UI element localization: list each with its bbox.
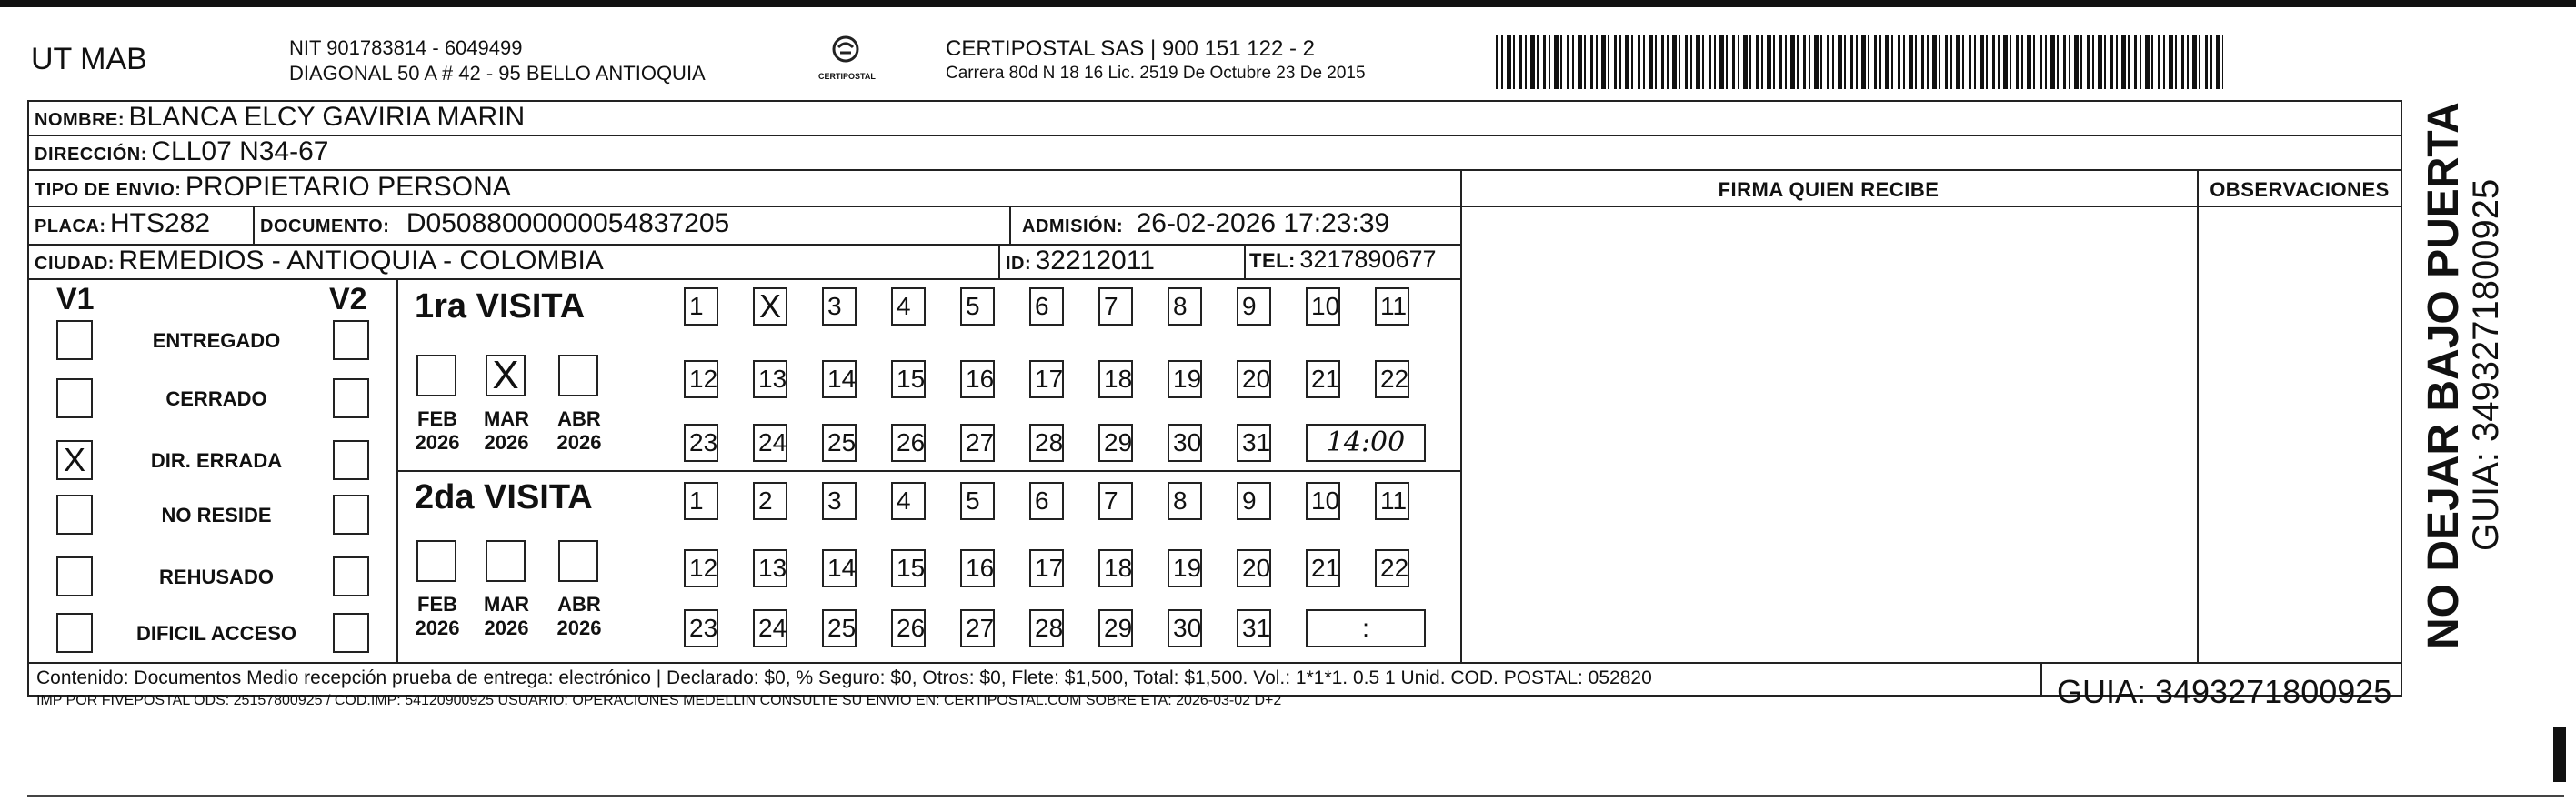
day-checkbox[interactable]: 26 <box>891 424 926 462</box>
tel-cell <box>1249 246 1437 274</box>
nombre-row <box>35 102 525 133</box>
v2-checkbox[interactable] <box>333 613 369 653</box>
row-divider <box>27 662 2402 664</box>
placa-value: HTS282 <box>110 208 211 238</box>
day-checkbox[interactable]: 13 <box>753 549 787 587</box>
v2-header: V2 <box>329 282 367 316</box>
placa-label: PLACA: <box>35 216 106 236</box>
day-checkbox[interactable]: 13 <box>753 360 787 398</box>
day-checkbox[interactable]: 11 <box>1375 482 1409 520</box>
month-year: 2026 <box>556 431 602 454</box>
day-checkbox[interactable]: 18 <box>1098 549 1133 587</box>
ciudad-label: CIUDAD: <box>35 254 115 274</box>
day-checkbox[interactable]: 28 <box>1029 609 1064 647</box>
day-checkbox[interactable]: 14 <box>822 360 857 398</box>
day-checkbox[interactable]: X <box>753 287 787 326</box>
tel-value: 3217890677 <box>1299 246 1437 273</box>
day-checkbox[interactable]: 6 <box>1029 482 1064 520</box>
day-checkbox[interactable]: 26 <box>891 609 926 647</box>
day-checkbox[interactable]: 27 <box>960 424 995 462</box>
cell-divider <box>998 244 1000 278</box>
day-checkbox[interactable]: 24 <box>753 609 787 647</box>
day-checkbox[interactable]: 25 <box>822 609 857 647</box>
no-dejar-warning: NO DEJAR BAJO PUERTA <box>2420 102 2468 649</box>
month-label <box>406 593 469 640</box>
reason-label: NO RESIDE <box>161 504 272 526</box>
day-checkbox[interactable]: 15 <box>891 549 926 587</box>
day-checkbox[interactable]: 2 <box>753 482 787 520</box>
cell-divider <box>253 206 255 244</box>
first-visit-title: 1ra VISITA <box>415 287 586 326</box>
day-checkbox[interactable]: 1 <box>684 287 718 326</box>
month-year: 2026 <box>415 431 460 454</box>
reason-label: ENTREGADO <box>152 329 281 352</box>
v1-checkbox[interactable] <box>56 613 93 653</box>
observaciones-header: OBSERVACIONES <box>2210 178 2390 201</box>
footer-divider <box>2040 662 2042 697</box>
footer-line-1: Contenido: Documentos Medio recepción prueba de entrega: electrónico | Declarado: $0, % Seguro: $0, Otros: $0, Flete: $1,500, Total: $1,500. Vol.: 1*1*1. 0.5 1 Unid. COD. POSTAL: 052820 <box>36 667 1652 688</box>
day-checkbox[interactable]: 8 <box>1168 482 1202 520</box>
day-checkbox[interactable]: 6 <box>1029 287 1064 326</box>
day-checkbox[interactable]: 17 <box>1029 360 1064 398</box>
day-checkbox[interactable]: 8 <box>1168 287 1202 326</box>
company-address: DIAGONAL 50 A # 42 - 95 BELLO ANTIOQUIA <box>289 62 706 85</box>
day-checkbox[interactable]: 21 <box>1306 360 1340 398</box>
day-checkbox[interactable]: 14 <box>822 549 857 587</box>
v2-checkbox[interactable] <box>333 320 369 360</box>
day-checkbox[interactable]: 18 <box>1098 360 1133 398</box>
direccion-label: DIRECCIÓN: <box>35 145 147 165</box>
day-checkbox[interactable]: 29 <box>1098 609 1133 647</box>
day-checkbox[interactable]: 20 <box>1237 360 1271 398</box>
nombre-value: BLANCA ELCY GAVIRIA MARIN <box>128 102 526 132</box>
day-checkbox[interactable]: 16 <box>960 549 995 587</box>
day-checkbox[interactable]: 31 <box>1237 424 1271 462</box>
month-name: ABR <box>557 593 601 616</box>
month-checkbox[interactable] <box>416 355 456 396</box>
day-checkbox[interactable]: 30 <box>1168 609 1202 647</box>
footer-guia: GUIA: 3493271800925 <box>2057 673 2392 710</box>
month-checkbox[interactable] <box>416 540 456 582</box>
day-checkbox[interactable]: 12 <box>684 360 718 398</box>
carrier-address: Carrera 80d N 18 16 Lic. 2519 De Octubre 23 De 2015 <box>946 64 1366 83</box>
v2-checkbox[interactable] <box>333 440 369 480</box>
v1-header: V1 <box>56 282 95 316</box>
month-checkbox[interactable] <box>558 540 598 582</box>
documento-label: DOCUMENTO: <box>260 216 390 236</box>
month-checkbox[interactable] <box>486 540 526 582</box>
id-label: ID: <box>1006 254 1032 274</box>
day-checkbox[interactable]: 12 <box>684 549 718 587</box>
day-checkbox[interactable]: 19 <box>1168 549 1202 587</box>
day-checkbox[interactable]: 9 <box>1237 482 1271 520</box>
v1-checkbox[interactable] <box>56 495 93 535</box>
month-label <box>547 407 611 455</box>
day-checkbox[interactable]: 23 <box>684 424 718 462</box>
row-divider <box>27 169 2402 171</box>
row-divider <box>27 206 1460 207</box>
day-checkbox[interactable]: 4 <box>891 287 926 326</box>
day-checkbox[interactable]: 31 <box>1237 609 1271 647</box>
day-checkbox[interactable]: 3 <box>822 482 857 520</box>
footer-line-2: IMP POR FIVEPOSTAL ODS: 25157800925 / COD.IMP: 54120900925 USUARIO: OPERACIONES MEDELLIN CONSULTE SU ENVIO EN: CERTIPOSTAL.COM SOBRE ETA: 2026-03-02 D+2 <box>36 693 1282 708</box>
firma-area[interactable] <box>1464 209 2193 658</box>
month-name: FEB <box>417 593 457 616</box>
day-checkbox[interactable]: 3 <box>822 287 857 326</box>
month-year: 2026 <box>556 617 602 639</box>
row-divider <box>1460 206 2402 207</box>
visits-divider <box>396 470 1460 472</box>
placa-cell <box>35 208 210 239</box>
month-year: 2026 <box>415 617 460 639</box>
v1-checkbox[interactable] <box>56 556 93 596</box>
day-checkbox[interactable]: 1 <box>684 482 718 520</box>
month-name: MAR <box>483 407 530 430</box>
day-checkbox[interactable]: 22 <box>1375 549 1409 587</box>
reason-label: DIFICIL ACCESO <box>135 622 296 645</box>
day-checkbox[interactable]: 7 <box>1098 287 1133 326</box>
month-label <box>475 593 538 640</box>
direccion-row <box>35 136 328 167</box>
ciudad-value: REMEDIOS - ANTIOQUIA - COLOMBIA <box>118 246 604 276</box>
day-checkbox[interactable]: 4 <box>891 482 926 520</box>
documento-value: D05088000000054837205 <box>406 208 730 238</box>
reason-label: REHUSADO <box>159 566 274 588</box>
month-name: MAR <box>483 593 530 616</box>
tipo-row <box>35 172 511 203</box>
v2-checkbox[interactable] <box>333 378 369 418</box>
month-year: 2026 <box>484 431 529 454</box>
v1-checkbox[interactable] <box>56 320 93 360</box>
firma-column-border <box>1460 169 1462 662</box>
day-checkbox[interactable]: 28 <box>1029 424 1064 462</box>
observaciones-column-border <box>2197 169 2199 662</box>
side-guia: GUIA: 3493271800925 <box>2466 178 2506 551</box>
ciudad-cell <box>35 246 604 276</box>
day-checkbox[interactable]: 16 <box>960 360 995 398</box>
v1-checkbox[interactable]: X <box>56 440 93 480</box>
barcode <box>1496 35 2223 89</box>
month-name: ABR <box>557 407 601 430</box>
company-nit: NIT 901783814 - 6049499 <box>289 36 523 59</box>
row-divider <box>27 278 1460 280</box>
top-border <box>0 0 2576 7</box>
day-checkbox[interactable]: 29 <box>1098 424 1133 462</box>
day-checkbox[interactable]: 5 <box>960 482 995 520</box>
day-checkbox[interactable]: 30 <box>1168 424 1202 462</box>
month-label <box>475 407 538 455</box>
day-checkbox[interactable]: 10 <box>1306 482 1340 520</box>
second-visit-title: 2da VISITA <box>415 478 593 516</box>
cell-divider <box>1244 244 1246 278</box>
day-checkbox[interactable]: 7 <box>1098 482 1133 520</box>
right-margin-mark <box>2553 727 2566 782</box>
day-checkbox[interactable]: 25 <box>822 424 857 462</box>
month-label <box>547 593 611 640</box>
observaciones-area[interactable] <box>2200 209 2399 658</box>
id-value: 32212011 <box>1035 246 1155 276</box>
admision-value: 26-02-2026 17:23:39 <box>1136 208 1390 238</box>
day-checkbox[interactable]: 23 <box>684 609 718 647</box>
tipo-label: TIPO DE ENVIO: <box>35 180 182 200</box>
company-name: UT MAB <box>31 42 147 76</box>
month-name: FEB <box>417 407 457 430</box>
firma-header: FIRMA QUIEN RECIBE <box>1718 178 1940 201</box>
time-field[interactable]: 14:00 <box>1306 424 1426 462</box>
direccion-value: CLL07 N34-67 <box>151 136 329 166</box>
day-checkbox[interactable]: 10 <box>1306 287 1340 326</box>
day-checkbox[interactable]: 22 <box>1375 360 1409 398</box>
reason-label: CERRADO <box>165 387 267 410</box>
reason-label: DIR. ERRADA <box>150 449 283 472</box>
month-label <box>406 407 469 455</box>
cell-divider <box>1009 206 1011 244</box>
day-checkbox[interactable]: 5 <box>960 287 995 326</box>
month-year: 2026 <box>484 617 529 639</box>
day-checkbox[interactable]: 11 <box>1375 287 1409 326</box>
day-checkbox[interactable]: 19 <box>1168 360 1202 398</box>
day-checkbox[interactable]: 27 <box>960 609 995 647</box>
admision-label: ADMISIÓN: <box>1022 216 1124 236</box>
day-checkbox[interactable]: 20 <box>1237 549 1271 587</box>
day-checkbox[interactable]: 17 <box>1029 549 1064 587</box>
day-checkbox[interactable]: 15 <box>891 360 926 398</box>
documento-cell <box>260 208 729 239</box>
day-checkbox[interactable]: 9 <box>1237 287 1271 326</box>
day-checkbox[interactable]: 24 <box>753 424 787 462</box>
month-checkbox[interactable] <box>558 355 598 396</box>
v2-checkbox[interactable] <box>333 495 369 535</box>
carrier-name: CERTIPOSTAL SAS | 900 151 122 - 2 <box>946 36 1315 61</box>
certipostal-logo: CERTIPOSTAL <box>818 35 873 89</box>
admision-cell <box>1022 208 1389 239</box>
nombre-label: NOMBRE: <box>35 110 125 130</box>
id-cell <box>1006 246 1155 276</box>
time-field[interactable]: : <box>1306 609 1426 647</box>
v1-checkbox[interactable] <box>56 378 93 418</box>
tel-label: TEL: <box>1249 249 1296 272</box>
day-checkbox[interactable]: 21 <box>1306 549 1340 587</box>
row-divider <box>27 135 2402 136</box>
month-checkbox[interactable]: X <box>486 355 526 396</box>
v2-checkbox[interactable] <box>333 556 369 596</box>
tipo-value: PROPIETARIO PERSONA <box>185 172 511 202</box>
bottom-border <box>27 795 2564 797</box>
